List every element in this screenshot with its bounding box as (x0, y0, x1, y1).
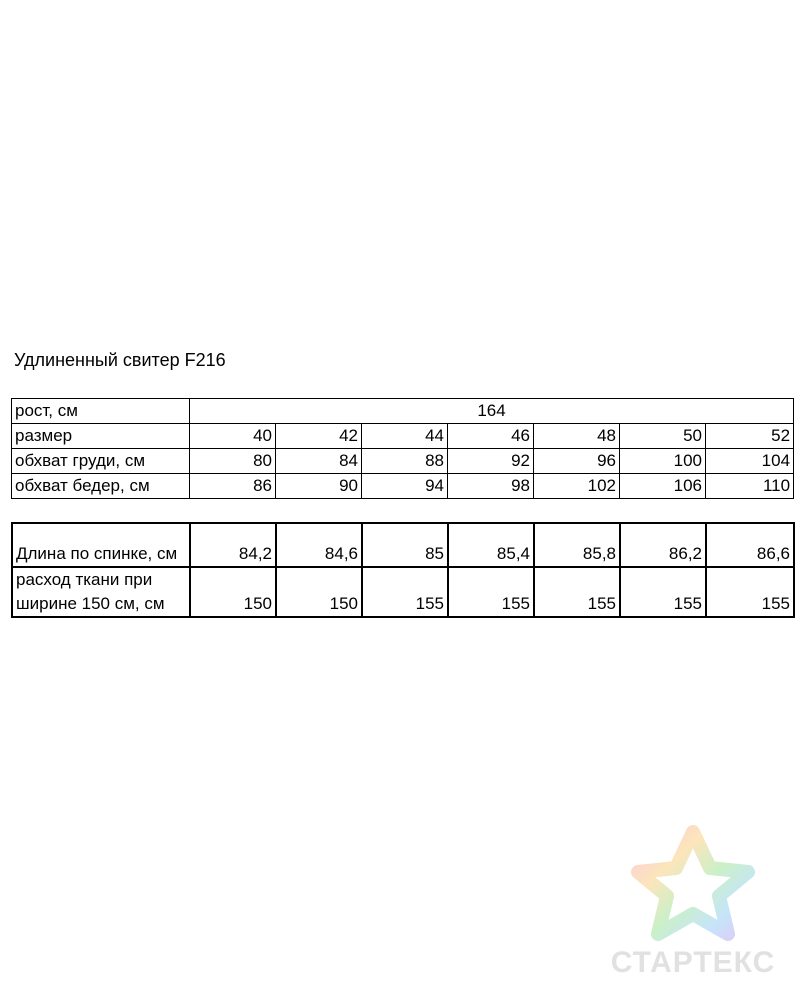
row-label: расход ткани при (12, 567, 190, 592)
table-cell: 100 (620, 449, 706, 474)
table-cell: 86 (190, 474, 276, 499)
table-cell: 106 (620, 474, 706, 499)
table-cell: 88 (362, 449, 448, 474)
row-label: обхват груди, см (12, 449, 190, 474)
table-cell: 110 (706, 474, 794, 499)
table-row-back-length (12, 523, 794, 567)
row-label: рост, см (12, 399, 190, 424)
table-cell: 155 (706, 592, 794, 617)
row-label: ширине 150 см, см (12, 592, 190, 617)
table-cell: 155 (448, 592, 534, 617)
table-row (12, 424, 794, 449)
table-cell: 86,6 (706, 523, 794, 567)
table-cell: 96 (534, 449, 620, 474)
table-cell: 155 (362, 592, 448, 617)
table-cell: 40 (190, 424, 276, 449)
table-cell: 85,8 (534, 523, 620, 567)
table-cell: 155 (620, 592, 706, 617)
table-row (12, 449, 794, 474)
table-cell: 150 (276, 592, 362, 617)
table-row-fabric (12, 592, 794, 617)
table-cell: 85 (362, 523, 448, 567)
table-cell-empty (620, 567, 706, 592)
table-row-fabric-label (12, 567, 794, 592)
table-cell: 84,2 (190, 523, 276, 567)
table-cell: 52 (706, 424, 794, 449)
table-cell: 44 (362, 424, 448, 449)
table-cell-empty (362, 567, 448, 592)
table-cell: 42 (276, 424, 362, 449)
table-cell: 92 (448, 449, 534, 474)
table-cell: 102 (534, 474, 620, 499)
table-cell-empty (190, 567, 276, 592)
row-label: обхват бедер, см (12, 474, 190, 499)
table-row-height (12, 399, 794, 424)
document-title: Удлиненный свитер F216 (14, 350, 226, 370)
watermark-logo (598, 824, 788, 984)
table-cell: 84 (276, 449, 362, 474)
table-row (12, 474, 794, 499)
table-cell: 104 (706, 449, 794, 474)
table-cell: 50 (620, 424, 706, 449)
table-cell: 150 (190, 592, 276, 617)
table-cell-empty (706, 567, 794, 592)
table-cell: 85,4 (448, 523, 534, 567)
table-cell-empty (448, 567, 534, 592)
watermark-text: СТАРТЕКС (610, 946, 776, 979)
table-cell: 48 (534, 424, 620, 449)
table-cell-empty (276, 567, 362, 592)
table-cell: 80 (190, 449, 276, 474)
table-cell: 90 (276, 474, 362, 499)
table-cell: 94 (362, 474, 448, 499)
measurements-table (11, 522, 795, 618)
table-cell: 86,2 (620, 523, 706, 567)
star-logo-icon (598, 824, 788, 949)
table-cell: 98 (448, 474, 534, 499)
table-cell: 155 (534, 592, 620, 617)
table-cell: 84,6 (276, 523, 362, 567)
table-cell: 46 (448, 424, 534, 449)
size-table (11, 398, 794, 499)
row-label: Длина по спинке, см (12, 523, 190, 567)
table-cell-empty (534, 567, 620, 592)
row-label: размер (12, 424, 190, 449)
height-value: 164 (190, 399, 794, 424)
